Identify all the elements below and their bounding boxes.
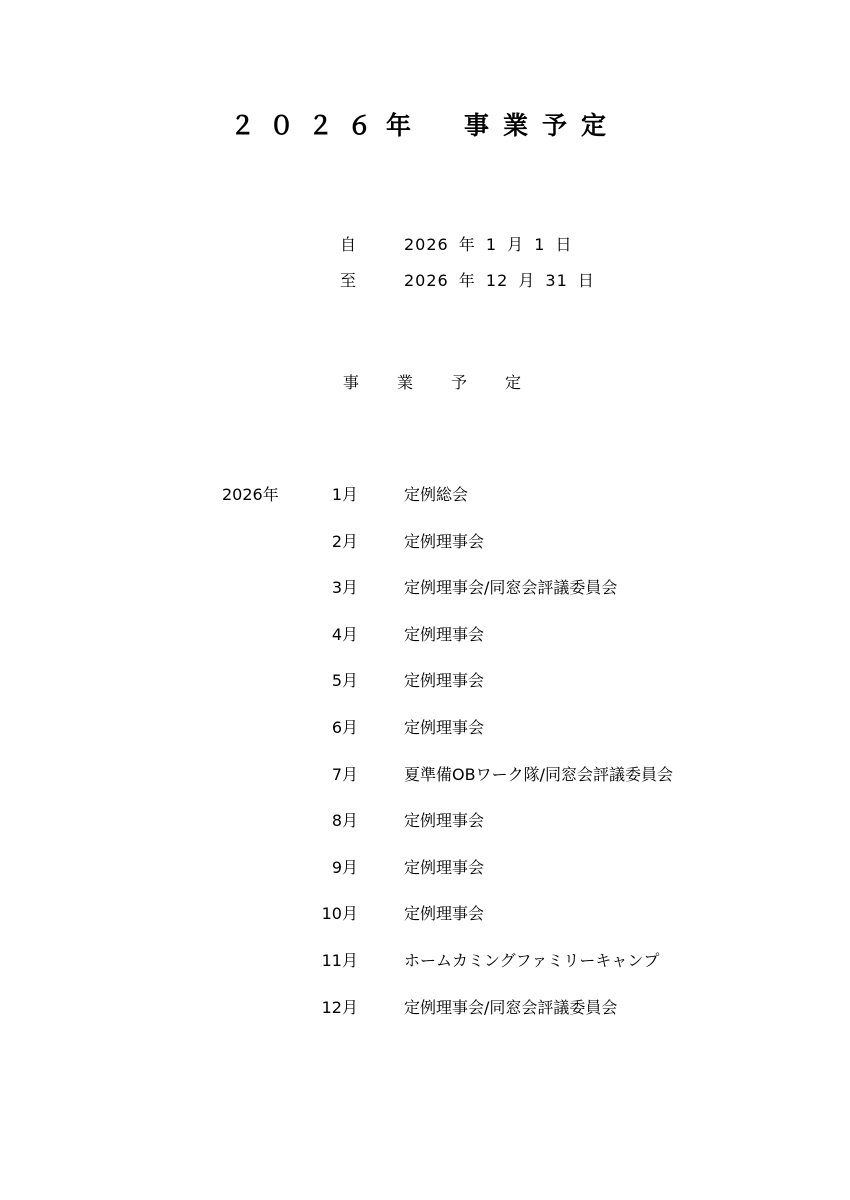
schedule-year: 2026年: [222, 485, 279, 504]
schedule-event: 定例理事会: [404, 671, 485, 691]
schedule-row: [0, 855, 850, 902]
schedule-month: 8月: [331, 811, 358, 831]
schedule-event: 夏準備OBワーク隊/同窓会評議委員会: [404, 764, 673, 784]
schedule-list: [0, 482, 850, 1041]
section-title: 事業予定: [343, 373, 560, 392]
schedule-event: 定例理事会: [404, 904, 485, 924]
period-from: [340, 232, 573, 258]
schedule-event: 定例理事会: [404, 811, 485, 831]
schedule-row: [0, 575, 850, 622]
schedule-row: [0, 482, 850, 529]
schedule-month: 5月: [331, 671, 358, 691]
schedule-month: 2月: [331, 531, 358, 551]
schedule-month: 10月: [321, 904, 358, 924]
schedule-row: [0, 529, 850, 576]
schedule-month: 1月: [331, 485, 358, 504]
schedule-row: [0, 668, 850, 715]
schedule-row: [0, 995, 850, 1042]
schedule-event: 定例総会: [404, 485, 469, 504]
schedule-row: [0, 622, 850, 669]
period-to-date: 2026 年 12 月 31 日: [404, 271, 595, 290]
schedule-month: 12月: [321, 997, 358, 1017]
schedule-month: 9月: [331, 857, 358, 877]
schedule-row: [0, 808, 850, 855]
schedule-month: 4月: [331, 624, 358, 644]
period-to: [340, 268, 595, 294]
period-from-label: 自: [340, 235, 357, 254]
schedule-event: 定例理事会/同窓会評議委員会: [404, 578, 618, 598]
period-from-date: 2026 年 1 月 1 日: [404, 235, 573, 254]
schedule-event: 定例理事会/同窓会評議委員会: [404, 997, 618, 1017]
schedule-month: 6月: [331, 717, 358, 737]
schedule-event: ホームカミングファミリーキャンプ: [404, 950, 660, 970]
schedule-row: [0, 901, 850, 948]
schedule-row: [0, 948, 850, 995]
schedule-row: [0, 715, 850, 762]
schedule-event: 定例理事会: [404, 624, 485, 644]
schedule-month: 7月: [331, 764, 358, 784]
document-title: ２０２６年 事業予定: [229, 111, 620, 140]
schedule-month: 11月: [321, 950, 358, 970]
schedule-event: 定例理事会: [404, 531, 485, 551]
schedule-event: 定例理事会: [404, 857, 485, 877]
period-to-label: 至: [340, 271, 357, 290]
schedule-month: 3月: [331, 578, 358, 598]
schedule-event: 定例理事会: [404, 717, 485, 737]
schedule-row: [0, 762, 850, 809]
